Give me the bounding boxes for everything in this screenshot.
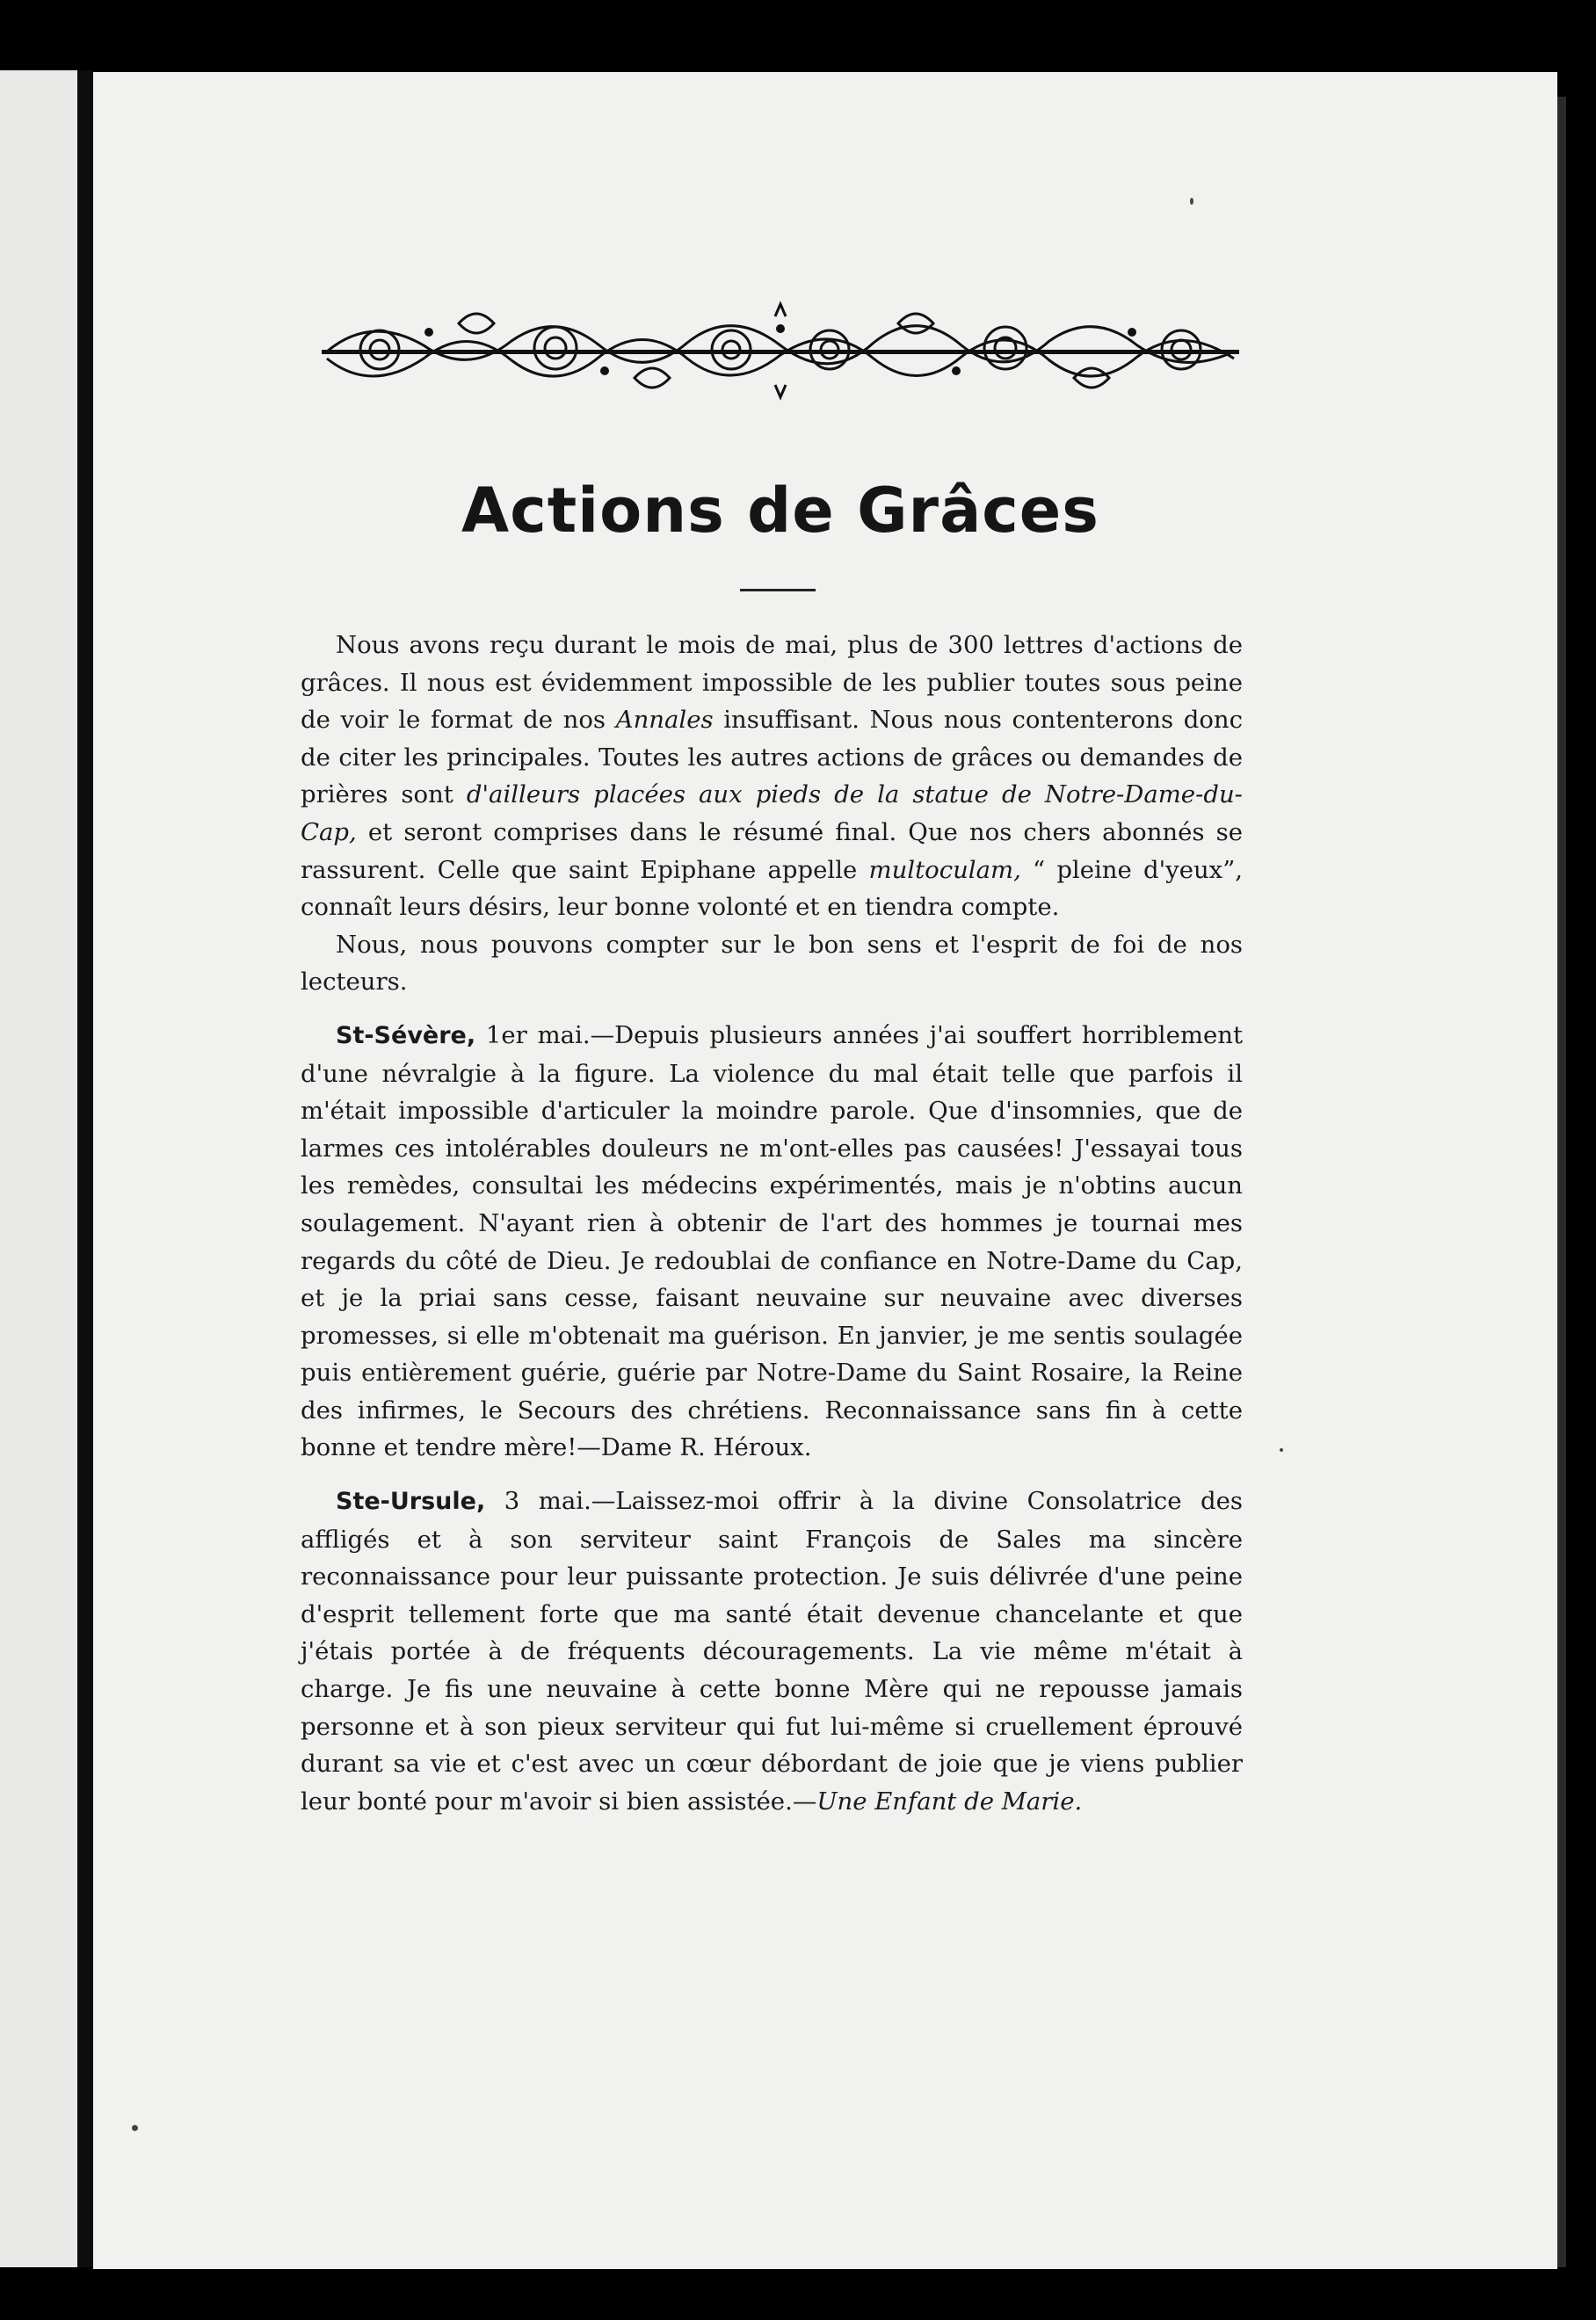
- intro-annales: Annales: [615, 706, 714, 735]
- letter-ste-ursule: [301, 1483, 1243, 1820]
- intro-text-b: insuffisant. Nous nous contenterons donc de citer les principales. Toutes les autres actions de grâces ou demandes de prières sont: [301, 706, 1244, 809]
- intro-text-c: et seront comprises dans le résumé final. Que nos chers abonnés se rassurent. Celle que saint Epiphane appelle: [301, 817, 1243, 884]
- intro-text-d: “ pleine d'yeux”, connaît leurs désirs, leur bonne volonté et en tiendra compte.: [301, 855, 1243, 922]
- letter-text: 3 mai.—Laissez-moi offrir à la divine Consolatrice des affligés et à son serviteur saint François de Sales ma sincère reconnaissance pour leur puissante protection. Je suis délivrée d'une peine d'esprit tellement forte que ma santé était devenue chancelante et que j'étais portée à de fréquents découragements. La vie même m'était à charge. Je fis une neuvaine à cette bonne Mère qui ne repousse jamais personne et à son pieux serviteur qui fut lui-même si cruellement éprouvé durant sa vie et c'est avec un cœur débordant de joie que je viens publier leur bonté pour m'avoir si bien assistée.—: [301, 1487, 1243, 1816]
- dust-speck: [1190, 198, 1193, 205]
- article-body: [301, 627, 1243, 1820]
- facing-page-edge: [0, 70, 77, 2267]
- letter-place: Ste-Ursule,: [336, 1488, 486, 1516]
- intro-paragraph: [301, 627, 1243, 926]
- letter-place: St-Sévère,: [336, 1021, 476, 1049]
- dust-speck: [132, 2125, 138, 2131]
- page-shadow-edge: [1557, 97, 1566, 2267]
- letter-st-severe: [301, 1017, 1243, 1467]
- intro-italic: d'ailleurs placées aux pieds de la statue de Notre-Dame-du-Cap,: [301, 780, 1243, 846]
- letter-text: 1er mai.—Depuis plusieurs années j'ai souffert horriblement d'une névralgie à la figure. La violence du mal était telle que parfois il m'était impossible d'articuler la moindre parole. Que d'insomnies, que de larmes ces intolérables douleurs ne m'ont-elles pas causées! J'essayai tous les remèdes, consultai les médecins expérimentés, mais je n'obtins aucun soulagement. N'ayant rien à obtenir de l'art des hommes je tournai mes regards du côté de Dieu. Je redoublai de confiance en Notre-Dame du Cap, et je la priai sans cesse, faisant neuvaine sur neuvaine avec diverses promesses, si elle m'obtenait ma guérison. En janvier, je me sentis soulagée puis entièrement guérie, guérie par Notre-Dame du Saint Rosaire, la Reine des infirmes, le Secours des chrétiens. Reconnaissance sans fin à cette bonne et tendre mère!—Dame R. Héroux.: [301, 1020, 1243, 1462]
- ornamental-header-icon: [318, 297, 1243, 402]
- title-rule: [740, 589, 816, 591]
- book-spine: [77, 70, 93, 2267]
- dust-speck: [1280, 1448, 1283, 1452]
- page-title: Actions de Grâces: [461, 475, 1099, 547]
- letter-signature: Une Enfant de Marie.: [816, 1787, 1083, 1816]
- intro-paragraph-2: Nous, nous pouvons compter sur le bon sens et l'esprit de foi de nos lecteurs.: [301, 930, 1243, 997]
- intro-multoculam: multoculam,: [868, 855, 1021, 884]
- intro-text-a: Nous avons reçu durant le mois de mai, plus de 300 lettres d'actions de grâces. Il nous est évidemment impossible de les publier toutes sous peine de voir le format de nos: [301, 631, 1243, 735]
